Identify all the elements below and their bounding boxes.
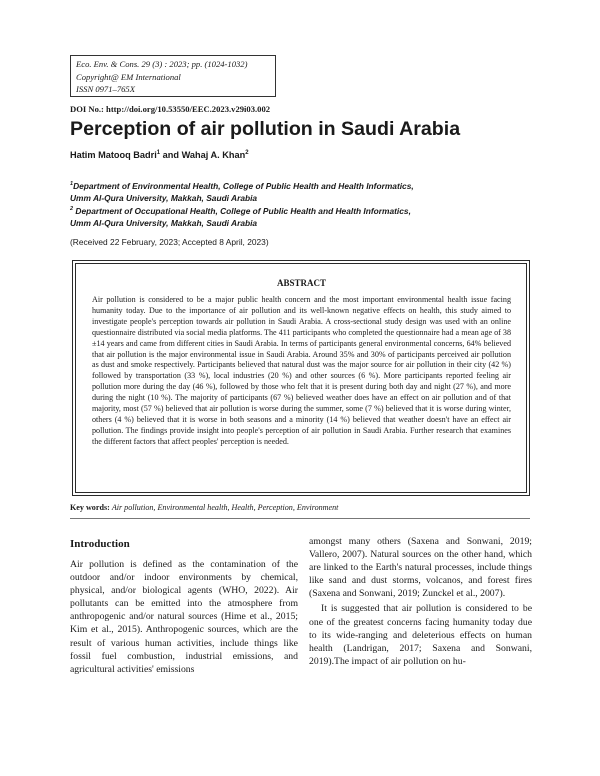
paper-title: Perception of air pollution in Saudi Arabia (70, 118, 461, 140)
section-divider (70, 518, 530, 519)
citation-copyright: Copyright@ EM International (76, 71, 181, 82)
author-2-affil-mark: 2 (245, 150, 249, 156)
affiliation-1-line-1: Department of Environmental Health, College of Public Health and Health Informatics, (73, 180, 414, 191)
body-column-left (70, 558, 298, 676)
author-1-affil-mark: 1 (156, 150, 161, 156)
received-dates: (Received 22 February, 2023; Accepted 8 April, 2023) (70, 237, 269, 247)
affiliation-1-line-2: Umm Al-Qura University, Makkah, Saudi Arabia (70, 193, 258, 204)
intro-paragraph-1-continued: amongst many others (Saxena and Sonwani, 2019; Vallero, 2007). Natural sources on the other hand, which are linked to the Earth's natural processes, include things like sand and dust storms, volcanos, and forest fires (Saxena and Sonwani, 2019; Zunckel et al., 2007). (309, 536, 532, 600)
affiliation-1-mark: 1 (70, 181, 74, 187)
intro-paragraph-1: Air pollution is defined as the contamination of the outdoor and/or indoor environments by chemical, physical, and/or biological agents (WHO, 2022). Air pollutants can be emitted into the atmosphere from anthropogenic and/or natural sources (Hime et al., 2015; Kim et al., 2015). Anthropogenic sources, which are the result of various human activities, include things like fossil fuel combustion, industrial emissions, and agricultural activities' emissions (70, 559, 298, 675)
author-2: Wahaj A. Khan (181, 150, 246, 161)
author-line (70, 150, 249, 160)
affiliation-2-mark: 2 (70, 206, 74, 212)
affiliation-2 (70, 203, 490, 230)
body-column-right (309, 535, 532, 668)
citation-journal: Eco. Env. & Cons. 29 (3) : 2023; pp. (1024-1032) (76, 59, 248, 69)
abstract-box (75, 263, 527, 493)
affiliation-1 (70, 178, 490, 205)
doi-line: DOI No.: http://doi.org/10.53550/EEC.2023.v29i03.002 (70, 104, 271, 114)
abstract-text: Air pollution is considered to be a major public health concern and the most important environmental health issue facing humanity today. Due to the importance of air pollution and its well-known negative effects on health, this study aimed to investigate people's perception towards air pollution in Saudi Arabia. A cross-sectional study design was used with an online questionnaire distributed via social media platforms. The 411 participants who completed the questionnaire had a mean age of 38 ±14 years and came from different cities in Saudi Arabia. In terms of participants general environmental concerns, 64% believed that air pollution is the major environmental issue in Saudi Arabia. Around 35% and 30% of participants perceived air pollution as dust and smoke respectively. Participants believed that natural dust was the major source for air pollution in their city (42 %) followed by transportation (33 %), local industries (20 %) and other sources (6 %). More participants reported feeling air pollution more during the day (46 %), followed by those who felt that it is present during both day and night (27 %), and more during the night (10 %). The majority of participants (67 %) believed weather does have an effect on air pollution and of that majority, most (57 %) believed that air pollution is worse during the summer, some (7 %) believed that it is worse during winter, others (4 %) believed that it is worse in both seasons and a minority (14 %) believed that weather doesn't have an effect air pollution. The findings provide insight into people's perception of air pollution in Saudi Arabia. Further research that examines the different factors that affect peoples' perception is needed. (92, 295, 511, 446)
keywords-label: Key words: (70, 503, 112, 512)
intro-paragraph-2: It is suggested that air pollution is considered to be one of the greatest concerns facing humanity today due to its wide-ranging and deleterious effects on human health (Landrigan, 2017; Saxena and Sonwani, 2019).The impact of air pollution on hu- (309, 603, 532, 667)
affiliation-2-line-2: Umm Al-Qura University, Makkah, Saudi Arabia (70, 218, 258, 229)
keywords-list: Air pollution, Environmental health, Health, Perception, Environment (111, 503, 339, 512)
citation-issn: ISSN 0971–765X (76, 84, 135, 95)
citation-box (70, 55, 276, 97)
affiliation-2-line-1: Department of Occupational Health, College of Public Health and Health Informatics, (73, 205, 411, 216)
keywords-line (70, 503, 338, 512)
abstract-heading: ABSTRACT (276, 278, 326, 288)
author-1: Hatim Matooq Badri (70, 150, 157, 161)
introduction-heading: Introduction (70, 538, 130, 550)
author-conjunction: and (160, 150, 182, 161)
